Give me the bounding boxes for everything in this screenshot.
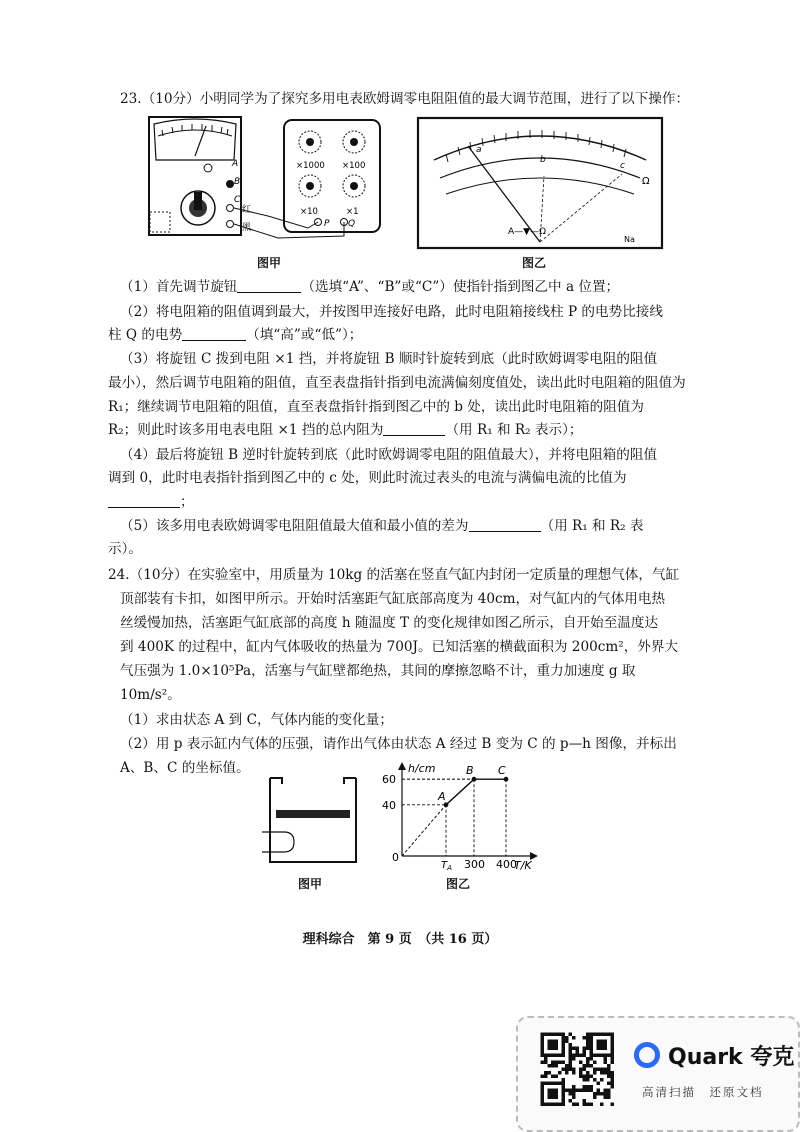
q24-figure-b — [364, 758, 540, 870]
series-line — [446, 779, 506, 805]
point-label-A: A — [438, 789, 446, 803]
q24-figure-a — [262, 770, 366, 870]
dial-label-b: b — [540, 155, 546, 165]
label-q: Q — [348, 219, 356, 229]
label-knob-a: A — [232, 159, 239, 169]
quark-watermark — [516, 1016, 800, 1132]
q23-fig-a-caption: 图甲 — [257, 256, 282, 270]
q23-item-4: （4）最后将旋钮 B 逆时针旋转到底（此时欧姆调零电阻的阻值最大），并将电阻箱的阻值 — [120, 447, 658, 463]
dial-label-a: a — [476, 145, 482, 155]
q24-line-3: 丝缓慢加热，活塞距气缸底部的高度 h 随温度 T 的变化规律如图乙所示，自开始至温度达 — [120, 615, 659, 631]
dial-omega: Ω — [642, 176, 650, 187]
q23-item-3d: R₂；则此时该多用电表电阻 ×1 挡的总内阻为 （用 R₁ 和 R₂ 表示）； — [108, 422, 583, 438]
label-black: 黑 — [242, 223, 252, 233]
q24-line-4: 到 400K 的过程中，缸内气体吸收的热量为 700J。已知活塞的横截面积为 200cm²，外界大 — [120, 639, 679, 655]
graph-origin: 0 — [392, 851, 399, 864]
q23-item-3b: 最小），然后调节电阻箱的阻值，直至表盘指针指到电流满偏刻度值处，读出此时电阻箱的阻值为 — [108, 375, 686, 391]
dial-label-c: c — [620, 161, 625, 171]
graph-xlabel: T/K — [514, 859, 532, 870]
answer-blank-3[interactable] — [383, 421, 445, 436]
point-A — [444, 802, 449, 807]
answer-blank-5[interactable] — [469, 517, 541, 532]
q23-item-4b: 调到 0，此时电表指针指到图乙中的 c 处，则此时流过表头的电流与满偏电流的比值为 — [108, 470, 627, 486]
ytick-60: 60 — [382, 773, 396, 787]
q24-line-6: 10m/s²。 — [120, 687, 181, 703]
label-knob-c: C — [234, 195, 241, 205]
q23-figure-a — [148, 116, 390, 246]
q24-line-8: （2）用 p 表示缸内气体的压强，请作出气体由状态 A 经过 B 变为 C 的 p—h 图像，并标出 — [120, 736, 677, 752]
q24-line-1: 24.（10分）在实验室中，用质量为 10kg 的活塞在竖直气缸内封闭一定质量的理想气体，气缸 — [108, 567, 680, 583]
q23-item-5b: 示）。 — [108, 541, 142, 557]
xtick-300: 300 — [464, 858, 485, 870]
q23-item-4c: ； — [108, 493, 194, 511]
q23-item-1: （1）首先调节旋钮 （选填“A”、“B”或“C”）使指针指到图乙中 a 位置； — [120, 279, 620, 295]
answer-blank-2[interactable] — [182, 326, 246, 341]
q23-item-2: （2）将电阻箱的阻值调到最大，并按图甲连接好电路，此时电阻箱接线柱 P 的电势比接线 — [120, 304, 663, 320]
answer-blank-4[interactable] — [108, 493, 180, 508]
q24-fig-b-caption: 图乙 — [446, 877, 471, 891]
label-red: 红 — [242, 205, 252, 215]
label-x100: ×100 — [342, 161, 366, 171]
point-label-B: B — [466, 764, 474, 778]
q24-line-5: 气压强为 1.0×10⁵Pa，活塞与气缸壁都绝热，其间的摩擦忽略不计，重力加速度 g 取 — [120, 663, 636, 679]
label-x1: ×1 — [346, 207, 359, 217]
quark-brand: Quark 夸克 — [668, 1045, 795, 1070]
point-C — [504, 777, 509, 782]
xtick-TA: $T_A$ — [441, 860, 452, 870]
point-label-C: C — [498, 764, 506, 778]
label-knob-b: B — [234, 177, 241, 187]
extrapolation-line — [402, 805, 446, 856]
q23-figure-b — [416, 116, 664, 250]
q23-fig-b-caption: 图乙 — [522, 256, 547, 270]
q23-item-3: （3）将旋钮 C 拨到电阻 ×1 挡，并将旋钮 B 顺时针旋转到底（此时欧姆调零电阻的阻值 — [120, 351, 658, 367]
quark-slogan: 高清扫描 还原文档 — [642, 1085, 764, 1099]
q23-item-5: （5）该多用电表欧姆调零电阻阻值最大值和最小值的差为 （用 R₁ 和 R₂ 表 — [120, 518, 644, 534]
q24-line-7: （1）求由状态 A 到 C，气体内能的变化量； — [120, 712, 393, 728]
q23-item-3c: R₁；继续调节电阻箱的阻值，直至表盘指针指到图乙中的 b 处，读出此时电阻箱的阻值为 — [108, 399, 644, 415]
dial-na: Na — [624, 235, 635, 244]
label-p: P — [324, 219, 330, 229]
label-x1000: ×1000 — [296, 161, 325, 171]
q23-item-2b: 柱 Q 的电势 （填“高”或“低”）； — [108, 327, 363, 343]
q23-header: 23.（10分）小明同学为了探究多用电表欧姆调零电阻阻值的最大调节范围，进行了以下操作： — [120, 91, 690, 107]
xtick-400: 400 — [496, 858, 517, 870]
q24-line-9: A、B、C 的坐标值。 — [120, 760, 250, 776]
answer-blank-1[interactable] — [237, 278, 301, 293]
quark-logo-icon — [634, 1042, 660, 1068]
ytick-40: 40 — [382, 798, 396, 812]
q24-line-2: 顶部装有卡扣，如图甲所示。开始时活塞距气缸底部高度为 40cm，对气缸内的气体用电热 — [120, 591, 666, 607]
qr-code-icon — [540, 1032, 614, 1106]
page-footer: 理科综合 第 9 页 （共 16 页） — [302, 932, 498, 947]
q24-fig-a-caption: 图甲 — [298, 877, 323, 891]
dial-arrow-label: A—▼—Ω — [508, 227, 546, 237]
graph-ylabel: h/cm — [408, 762, 436, 775]
label-x10: ×10 — [300, 207, 318, 217]
